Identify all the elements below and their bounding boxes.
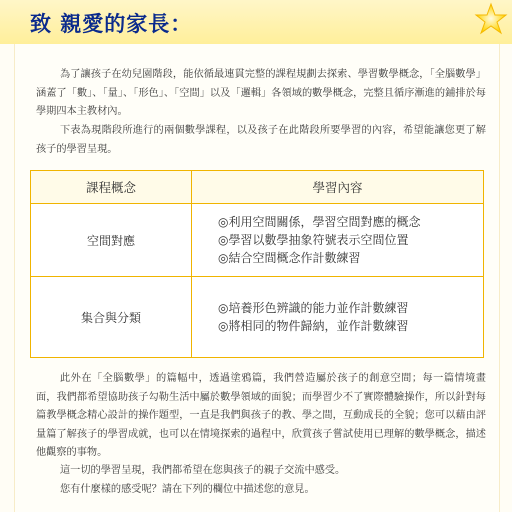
table-intro-paragraph: 下表為現階段所進行的兩個數學課程，以及孩子在此階段所要學習的內容，希望能讓您更了解孩子的學習呈現。: [36, 125, 486, 155]
star-icon: [474, 2, 508, 36]
table-row: [31, 277, 484, 358]
feedback-prompt: 您有什麼樣的感受呢？請在下列的欄位中描述您的意見。: [60, 484, 315, 495]
page-title: 致 親愛的家長：: [30, 12, 193, 36]
row-concept: 集合與分類: [31, 277, 192, 358]
row-items: [192, 204, 484, 277]
course-table: [30, 170, 484, 358]
closing-paragraph: 這一切的學習呈現，我們都希望在您與孩子的親子交流中感受。: [60, 465, 346, 476]
intro-paragraph: 為了讓孩子在幼兒園階段，能依循最連貫完整的課程規劃去探索、學習數學概念，「全腦數學」涵蓋了「數」、「量」、「形色」、「空間」以及「邏輯」各領域的數學概念，完整且循序漸進的鋪排於每學期四本主教材內。: [36, 69, 486, 117]
header-concept: 課程概念: [31, 171, 192, 204]
learning-item: ◎將相同的物件歸納，並作計數練習: [218, 319, 409, 333]
learning-item: ◎結合空間概念作計數練習: [218, 251, 361, 265]
header-content: 學習內容: [192, 171, 484, 204]
learning-item: ◎培養形色辨識的能力並作計數練習: [218, 301, 409, 315]
learning-item: ◎學習以數學抽象符號表示空間位置: [218, 233, 409, 247]
body-paragraph: 此外在「全腦數學」的篇幅中，透過塗鴉篇，我們營造屬於孩子的創意空間；每一篇情境畫面，我們都希望協助孩子勾勒生活中屬於數學領域的面貌；而學習少不了實際體驗操作，所以針對每篇教學概念精心設計的操作題型，一直是我們與孩子的教、學之間，互動成長的全貌；您可以藉由評量篇了解孩子的學習成就，也可以在情境探索的過程中，欣賞孩子嘗試使用已理解的數學概念，描述他觀察的事物。: [36, 373, 486, 458]
row-items: [192, 277, 484, 358]
row-concept: 空間對應: [31, 204, 192, 277]
table-row: [31, 204, 484, 277]
table-header-row: [31, 171, 484, 204]
learning-item: ◎利用空間關係，學習空間對應的概念: [218, 215, 421, 229]
